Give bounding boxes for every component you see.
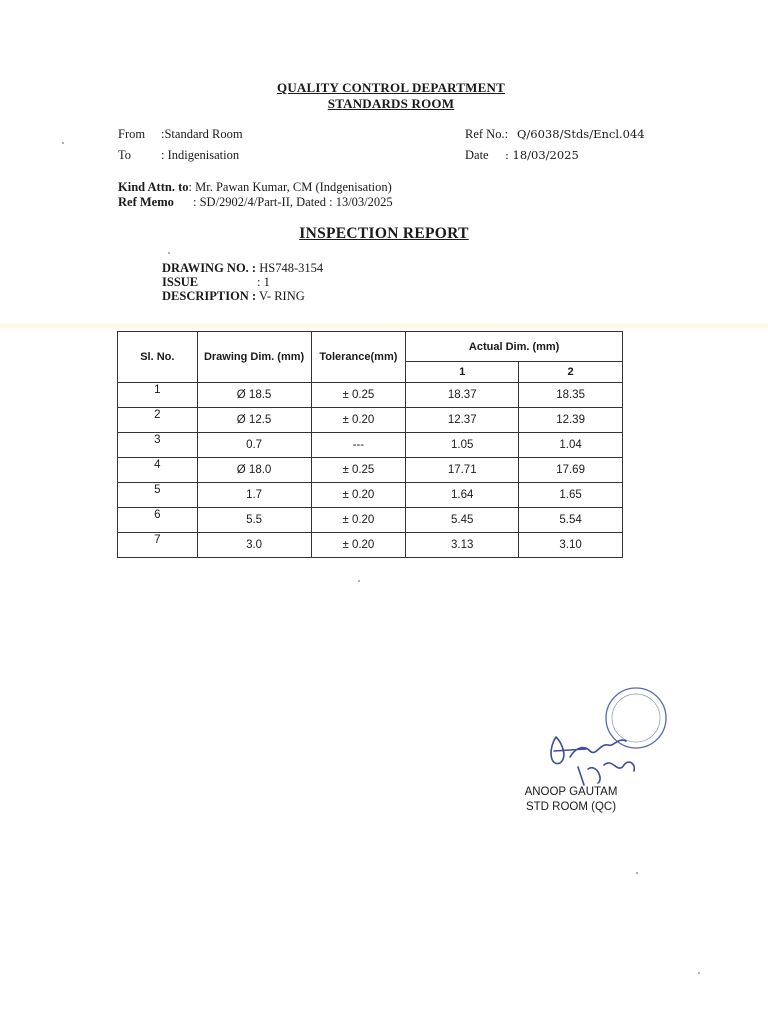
signatory-block [516,785,626,815]
cell-actual-2: 5.54 [519,508,623,533]
ref-no-label: Ref No.: [465,127,509,141]
cell-sl-no: 3 [118,433,198,458]
cell-actual-1: 18.37 [406,383,519,408]
signatory-position: STD ROOM (QC) [525,801,617,813]
scan-speck [168,252,170,254]
cell-tolerance: ± 0.20 [311,408,406,433]
cell-actual-1: 5.45 [406,508,519,533]
table-row [118,458,623,483]
cell-actual-2: 1.65 [519,483,623,508]
cell-tolerance: --- [311,433,406,458]
inspection-table [117,331,623,558]
from-label: From [118,127,146,141]
cell-sl-no: 6 [118,508,198,533]
cell-sl-no: 2 [118,408,198,433]
header-drawing-dim: Drawing Dim. (mm) [197,332,311,383]
header-actual-dim: Actual Dim. (mm) [406,332,623,362]
to-value: : Indigenisation [161,148,240,162]
cell-actual-1: 3.13 [406,533,519,558]
cell-tolerance: ± 0.20 [311,533,406,558]
scan-speck [358,580,360,582]
issue-label: ISSUE [162,275,199,289]
header-actual-2: 2 [519,362,623,383]
cell-sl-no: 4 [118,458,198,483]
cell-drawing-dim: 1.7 [197,483,311,508]
cell-tolerance: ± 0.25 [311,383,406,408]
cell-actual-1: 1.64 [406,483,519,508]
header-tolerance: Tolerance(mm) [311,332,406,383]
scan-band [0,322,768,330]
header-actual-1: 1 [406,362,519,383]
cell-drawing-dim: 0.7 [197,433,311,458]
header-sl-no: Sl. No. [118,332,198,383]
scan-speck [698,972,700,974]
date-value: : 18/03/2025 [505,148,579,162]
report-title: INSPECTION REPORT [299,225,469,242]
cell-tolerance: ± 0.20 [311,508,406,533]
cell-actual-1: 12.37 [406,408,519,433]
table-row [118,383,623,408]
cell-drawing-dim: Ø 12.5 [197,408,311,433]
table-row [118,508,623,533]
table-row [118,408,623,433]
table-row [118,533,623,558]
to-label: To [118,148,132,162]
department-heading: QUALITY CONTROL DEPARTMENT [277,80,505,95]
description-value: V- RING [259,289,305,303]
ref-memo-label: Ref Memo [118,195,174,209]
ref-memo-value: : SD/2902/4/Part-II, Dated : 13/03/2025 [193,195,393,209]
cell-sl-no: 1 [118,383,198,408]
cell-actual-2: 3.10 [519,533,623,558]
stamp-signature [540,685,680,795]
cell-drawing-dim: Ø 18.5 [197,383,311,408]
cell-drawing-dim: 5.5 [197,508,311,533]
cell-drawing-dim: 3.0 [197,533,311,558]
cell-tolerance: ± 0.20 [311,483,406,508]
cell-actual-2: 17.69 [519,458,623,483]
ref-no-value: Q/6038/Stds/Encl.044 [517,127,645,141]
table-row [118,483,623,508]
kind-attn-value: : Mr. Pawan Kumar, CM (Indgenisation) [188,180,392,194]
cell-drawing-dim: Ø 18.0 [197,458,311,483]
cell-actual-2: 18.35 [519,383,623,408]
cell-sl-no: 7 [118,533,198,558]
room-heading: STANDARDS ROOM [327,96,455,111]
issue-value: : 1 [257,275,270,289]
drawing-value: HS748-3154 [259,261,324,275]
scan-speck [636,872,638,874]
table-row [118,433,623,458]
cell-tolerance: ± 0.25 [311,458,406,483]
cell-actual-1: 17.71 [406,458,519,483]
cell-actual-2: 1.04 [519,433,623,458]
drawing-label: DRAWING NO. : [162,261,257,275]
cell-sl-no: 5 [118,483,198,508]
cell-actual-2: 12.39 [519,408,623,433]
from-value: :Standard Room [161,127,243,141]
description-label: DESCRIPTION : [162,289,257,303]
signatory-name: ANOOP GAUTAM [524,786,618,798]
kind-attn-label: Kind Attn. to [118,180,189,194]
date-label: Date [465,148,489,162]
scan-speck [62,142,64,144]
cell-actual-1: 1.05 [406,433,519,458]
